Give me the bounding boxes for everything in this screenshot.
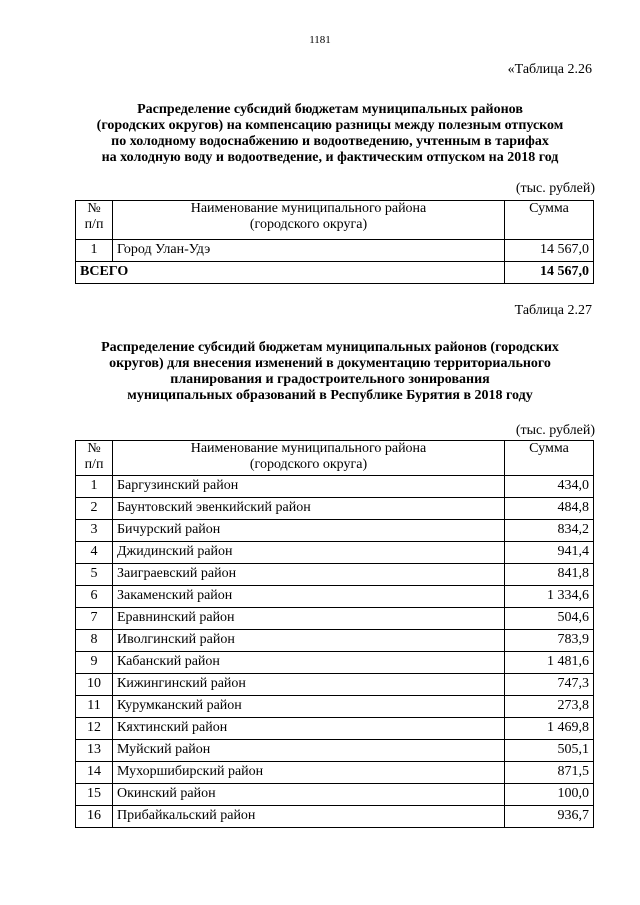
row-num: 3 xyxy=(76,520,113,542)
row-name: Заиграевский район xyxy=(113,564,505,586)
table-row xyxy=(76,564,594,586)
row-sum: 100,0 xyxy=(505,784,594,806)
row-num: 10 xyxy=(76,674,113,696)
row-num: 7 xyxy=(76,608,113,630)
table2-title-line: муниципальных образований в Республике Бурятия в 2018 году xyxy=(127,388,533,403)
table2-body xyxy=(76,476,594,828)
row-sum: 834,2 xyxy=(505,520,594,542)
row-sum: 14 567,0 xyxy=(505,240,594,262)
row-num: 6 xyxy=(76,586,113,608)
table2-title-line: планирования и градостроительного зонирования xyxy=(170,372,490,387)
row-sum: 936,7 xyxy=(505,806,594,828)
table1-title-line: Распределение субсидий бюджетам муниципальных районов xyxy=(137,102,523,117)
row-name: Окинский район xyxy=(113,784,505,806)
row-num: 8 xyxy=(76,630,113,652)
table-row xyxy=(76,784,594,806)
table-row xyxy=(76,740,594,762)
row-num: 14 xyxy=(76,762,113,784)
row-name: Курумканский район xyxy=(113,696,505,718)
row-num: 13 xyxy=(76,740,113,762)
row-sum: 871,5 xyxy=(505,762,594,784)
row-sum: 1 469,8 xyxy=(505,718,594,740)
table1-header-row xyxy=(76,201,594,240)
table-row xyxy=(76,806,594,828)
table-row xyxy=(76,542,594,564)
row-num: 16 xyxy=(76,806,113,828)
row-name: Прибайкальский район xyxy=(113,806,505,828)
table-row xyxy=(76,586,594,608)
total-row xyxy=(76,262,594,284)
table2-title xyxy=(60,340,600,404)
table1 xyxy=(75,200,594,284)
table-row xyxy=(76,498,594,520)
row-name: Еравнинский район xyxy=(113,608,505,630)
row-sum: 505,1 xyxy=(505,740,594,762)
row-num: 11 xyxy=(76,696,113,718)
header-sum: Сумма xyxy=(505,441,594,476)
header-num: № п/п xyxy=(76,441,113,476)
row-name: Кабанский район xyxy=(113,652,505,674)
row-name: Баунтовский эвенкийский район xyxy=(113,498,505,520)
row-sum: 747,3 xyxy=(505,674,594,696)
row-num: 5 xyxy=(76,564,113,586)
table-row xyxy=(76,476,594,498)
table1-title-line: на холодную воду и водоотведение, и фактическим отпуском на 2018 год xyxy=(101,150,559,165)
row-num: 15 xyxy=(76,784,113,806)
table1-title-line: (городских округов) на компенсацию разницы между полезным отпуском xyxy=(96,118,564,133)
row-name: Город Улан-Удэ xyxy=(113,240,505,262)
table-row xyxy=(76,696,594,718)
row-sum: 504,6 xyxy=(505,608,594,630)
header-name: Наименование муниципального района (городского округа) xyxy=(113,201,505,240)
header-num: № п/п xyxy=(76,201,113,240)
table1-unit: (тыс. рублей) xyxy=(515,181,595,196)
row-name: Бичурский район xyxy=(113,520,505,542)
table-row xyxy=(76,762,594,784)
table2-unit: (тыс. рублей) xyxy=(515,423,595,438)
row-num: 1 xyxy=(76,476,113,498)
row-name: Джидинский район xyxy=(113,542,505,564)
row-name: Кижингинский район xyxy=(113,674,505,696)
row-sum: 941,4 xyxy=(505,542,594,564)
table2-title-line: округов) для внесения изменений в документацию территориального xyxy=(109,356,551,371)
row-sum: 841,8 xyxy=(505,564,594,586)
table2 xyxy=(75,440,594,828)
table-row xyxy=(76,652,594,674)
table-row xyxy=(76,240,594,262)
table-row xyxy=(76,630,594,652)
table1-title xyxy=(60,102,600,166)
row-sum: 484,8 xyxy=(505,498,594,520)
page-number: 1181 xyxy=(309,34,331,46)
total-label: ВСЕГО xyxy=(76,262,505,284)
table2-caption: Таблица 2.27 xyxy=(514,303,592,318)
table-row xyxy=(76,520,594,542)
row-sum: 783,9 xyxy=(505,630,594,652)
row-name: Иволгинский район xyxy=(113,630,505,652)
table-row xyxy=(76,608,594,630)
table-row xyxy=(76,718,594,740)
row-num: 1 xyxy=(76,240,113,262)
table1-title-line: по холодному водоснабжению и водоотведению, учтенным в тарифах xyxy=(111,134,549,149)
row-num: 2 xyxy=(76,498,113,520)
row-num: 12 xyxy=(76,718,113,740)
table2-header-row xyxy=(76,441,594,476)
header-sum: Сумма xyxy=(505,201,594,240)
row-num: 4 xyxy=(76,542,113,564)
row-sum: 273,8 xyxy=(505,696,594,718)
row-sum: 1 334,6 xyxy=(505,586,594,608)
table-row xyxy=(76,674,594,696)
row-sum: 1 481,6 xyxy=(505,652,594,674)
header-name: Наименование муниципального района (городского округа) xyxy=(113,441,505,476)
row-name: Кяхтинский район xyxy=(113,718,505,740)
table2-title-line: Распределение субсидий бюджетам муниципальных районов (городских xyxy=(101,340,559,355)
row-sum: 434,0 xyxy=(505,476,594,498)
row-name: Закаменский район xyxy=(113,586,505,608)
row-name: Мухоршибирский район xyxy=(113,762,505,784)
total-sum: 14 567,0 xyxy=(505,262,594,284)
table1-caption: «Таблица 2.26 xyxy=(507,62,592,77)
row-name: Муйский район xyxy=(113,740,505,762)
row-num: 9 xyxy=(76,652,113,674)
row-name: Баргузинский район xyxy=(113,476,505,498)
